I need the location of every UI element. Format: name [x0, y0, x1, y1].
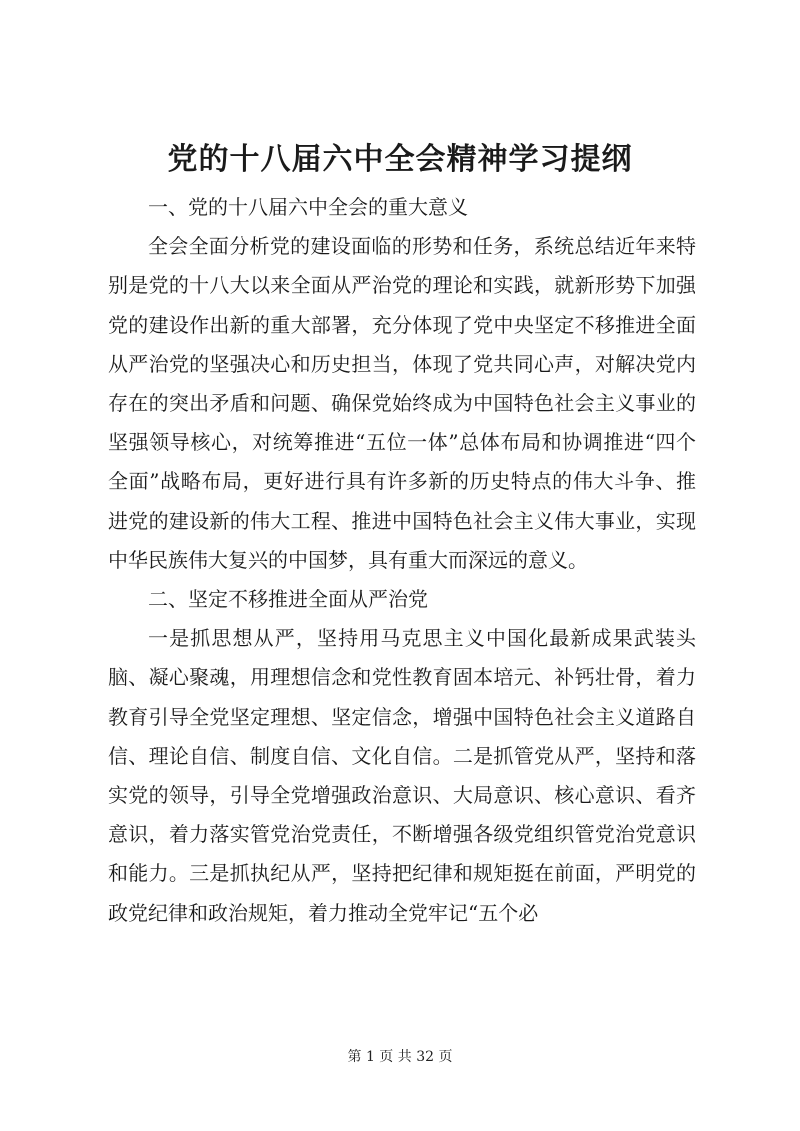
page-number-footer: 第 1 页 共 32 页	[347, 1049, 453, 1065]
section-paragraph-1: 全会全面分析党的建设面临的形势和任务，系统总结近年来特别是党的十八大以来全面从严治党的理论和实践，就新形势下加强党的建设作出新的重大部署，充分体现了党中央坚定不移推进全面从严治党的坚强决心和历史担当，体现了党共同心声，对解决党内存在的突出矛盾和问题、确保党始终成为中国特色社会主义事业的坚强领导核心，对统筹推进“五位一体”总体布局和协调推进“四个全面”战略布局，更好进行具有许多新的历史特点的伟大斗争、推进党的建设新的伟大工程、推进中国特色社会主义伟大事业，实现中华民族伟大复兴的中国梦，具有重大而深远的意义。	[108, 234, 696, 572]
section-paragraph-2: 一是抓思想从严，坚持用马克思主义中国化最新成果武装头脑、凝心聚魂，用理想信念和党性教育固本培元、补钙壮骨，着力教育引导全党坚定理想、坚定信念，增强中国特色社会主义道路自信、理论自信、制度自信、文化自信。二是抓管党从严，坚持和落实党的领导，引导全党增强政治意识、大局意识、核心意识、看齐意识，着力落实管党治党责任，不断增强各级党组织管党治党意识和能力。三是抓执纪从严，坚持把纪律和规矩挺在前面，严明党的政党纪律和政治规矩，着力推动全党牢记“五个必	[108, 626, 696, 925]
section-heading-2: 二、坚定不移推进全面从严治党	[148, 587, 428, 612]
document-body	[108, 188, 696, 933]
document-title: 党的十八届六中全会精神学习提纲	[167, 142, 633, 177]
section-heading-1: 一、党的十八届六中全会的重大意义	[148, 195, 468, 219]
